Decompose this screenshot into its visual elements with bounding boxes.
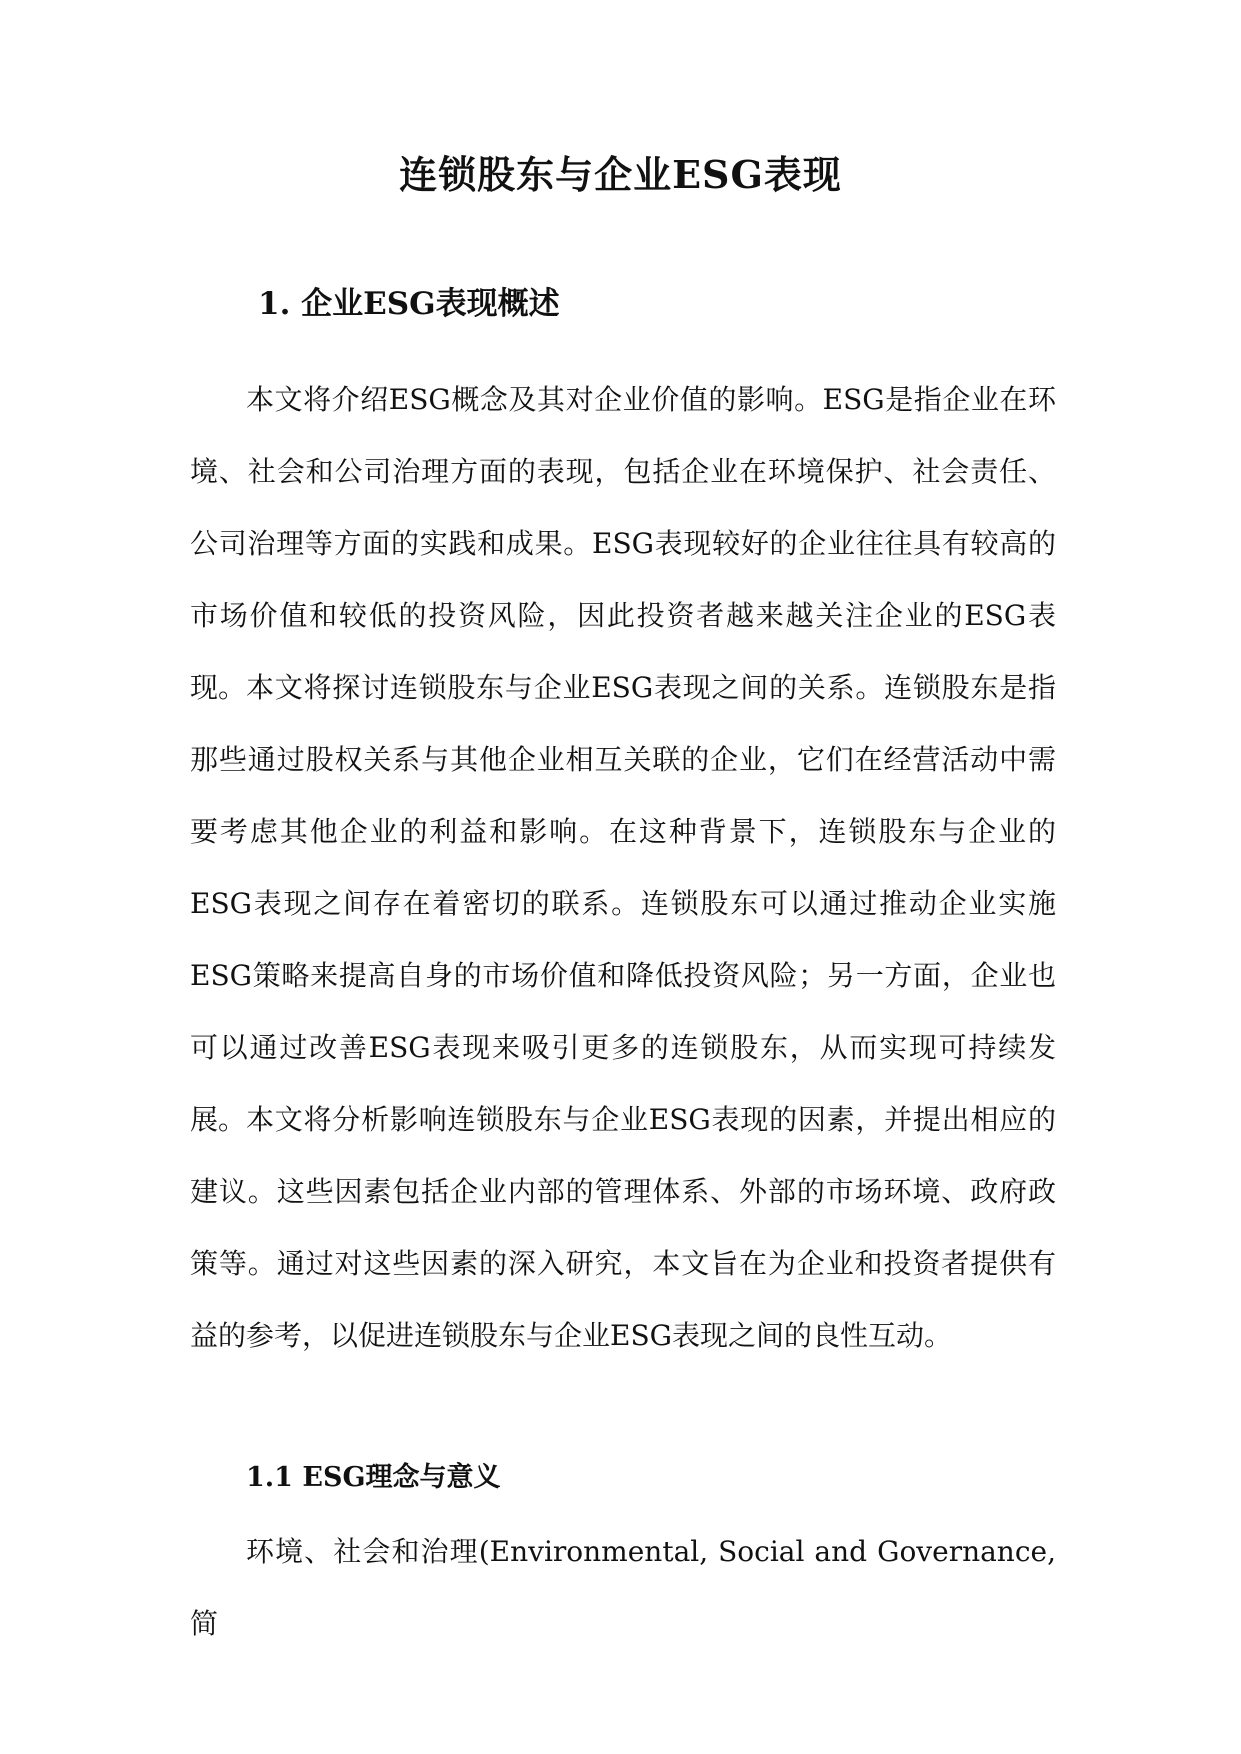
section-1-1-heading: 1.1 ESG理念与意义 [246,1462,501,1493]
paragraph-text: 本文将介绍ESG概念及其对企业价值的影响。ESG是指企业在环境、社会和公司治理方面的表现，包括企业在环境保护、社会责任、公司治理等方面的实践和成果。ESG表现较好的企业往往具有较高的市场价值和较低的投资风险，因此投资者越来越关注企业的ESG表现。 [190,383,1056,704]
section-1-paragraph-2 [190,652,1056,1156]
paragraph-text: 环境、社会和治理(Environmental, Social and Governance,简 [190,1535,1056,1640]
paragraph-text: 本文将探讨连锁股东与企业ESG表现之间的关系。连锁股东是指那些通过股权关系与其他企业相互关联的企业，它们在经营活动中需要考虑其他企业的利益和影响。在这种背景下，连锁股东与企业的ESG表现之间存在着密切的联系。连锁股东可以通过推动企业实施ESG策略来提高自身的市场价值和降低投资风险；另一方面，企业也可以通过改善ESG表现来吸引更多的连锁股东，从而实现可持续发展。 [190,671,1056,1136]
document-title: 连锁股东与企业ESG表现 [399,152,842,197]
section-1-paragraph-3 [190,1084,1056,1372]
section-1-1-paragraph-1 [190,1516,1056,1660]
paragraph-text: 本文将分析影响连锁股东与企业ESG表现的因素，并提出相应的建议。这些因素包括企业内部的管理体系、外部的市场环境、政府政策等。通过对这些因素的深入研究，本文旨在为企业和投资者提供有益的参考，以促进连锁股东与企业ESG表现之间的良性互动。 [190,1103,1056,1352]
section-1-heading: 1. 企业ESG表现概述 [258,286,560,322]
